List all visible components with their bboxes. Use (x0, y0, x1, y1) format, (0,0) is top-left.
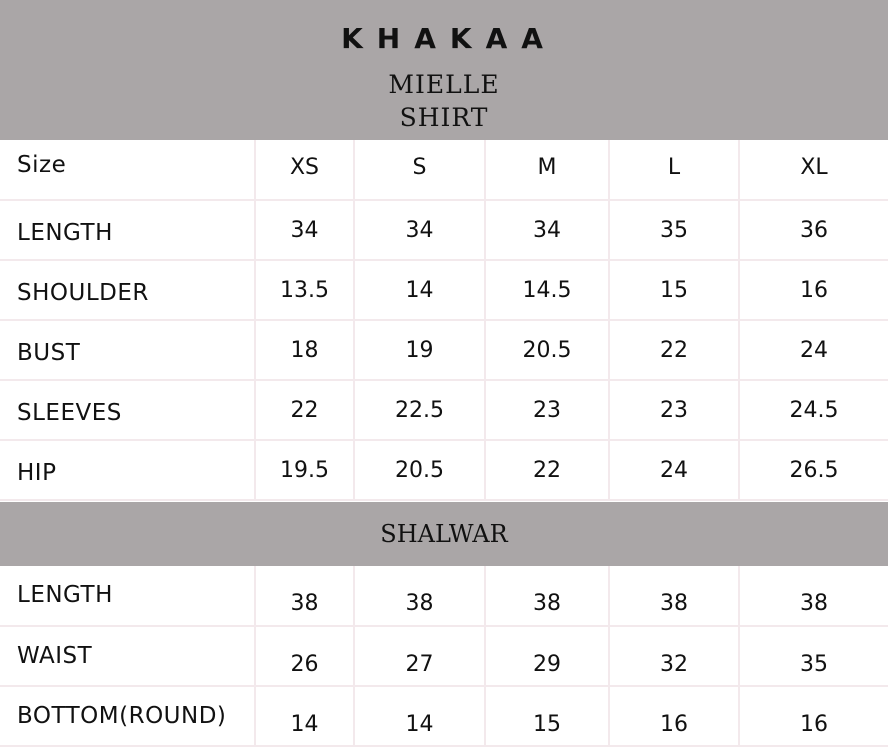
table-cell: 32 (609, 626, 739, 686)
product-name: MIELLE (388, 70, 500, 99)
table-row (0, 686, 888, 746)
table-cell: 22 (255, 380, 354, 440)
table-cell: 14 (354, 686, 485, 746)
table-cell: 24 (609, 440, 739, 500)
size-column-header: Size (0, 140, 255, 200)
table-cell: 19 (354, 320, 485, 380)
table-cell: 15 (485, 686, 609, 746)
table-cell: 38 (485, 566, 609, 626)
size-header-m: M (485, 140, 609, 200)
table-cell: 26.5 (739, 440, 888, 500)
table-cell: 38 (609, 566, 739, 626)
table-cell: 24 (739, 320, 888, 380)
table-row (0, 380, 888, 440)
table-cell: 16 (739, 686, 888, 746)
table-row (0, 566, 888, 626)
table-cell: 38 (255, 566, 354, 626)
table-row (0, 440, 888, 500)
section-title-shirt: SHIRT (399, 103, 489, 132)
table-row (0, 320, 888, 380)
table-cell: 20.5 (485, 320, 609, 380)
shalwar-size-table (0, 566, 888, 747)
shirt-size-table (0, 140, 888, 501)
table-cell: 34 (255, 200, 354, 260)
table-cell: 38 (354, 566, 485, 626)
table-cell: 22.5 (354, 380, 485, 440)
table-cell: 36 (739, 200, 888, 260)
table-cell: 24.5 (739, 380, 888, 440)
size-header-l: L (609, 140, 739, 200)
size-header-xs: XS (255, 140, 354, 200)
table-cell: 22 (609, 320, 739, 380)
table-row (0, 200, 888, 260)
table-row (0, 260, 888, 320)
table-cell: 23 (485, 380, 609, 440)
table-cell: 18 (255, 320, 354, 380)
row-label: HIP (0, 440, 255, 500)
row-label: SLEEVES (0, 380, 255, 440)
table-cell: 34 (485, 200, 609, 260)
row-label: LENGTH (0, 566, 255, 626)
row-label: BUST (0, 320, 255, 380)
table-cell: 35 (609, 200, 739, 260)
table-cell: 16 (609, 686, 739, 746)
size-header-s: S (354, 140, 485, 200)
table-cell: 23 (609, 380, 739, 440)
shalwar-band (0, 502, 888, 566)
table-cell: 26 (255, 626, 354, 686)
table-cell: 13.5 (255, 260, 354, 320)
table-cell: 14.5 (485, 260, 609, 320)
table-cell: 19.5 (255, 440, 354, 500)
row-label: LENGTH (0, 200, 255, 260)
table-cell: 16 (739, 260, 888, 320)
table-cell: 27 (354, 626, 485, 686)
table-cell: 29 (485, 626, 609, 686)
brand-logo: KHAKAA (341, 22, 557, 55)
row-label: WAIST (0, 626, 255, 686)
table-cell: 14 (354, 260, 485, 320)
row-label: SHOULDER (0, 260, 255, 320)
table-cell: 38 (739, 566, 888, 626)
table-cell: 15 (609, 260, 739, 320)
section-title-shalwar: SHALWAR (380, 520, 508, 548)
size-header-xl: XL (739, 140, 888, 200)
table-cell: 22 (485, 440, 609, 500)
table-row (0, 626, 888, 686)
size-header-row (0, 140, 888, 200)
table-cell: 34 (354, 200, 485, 260)
table-cell: 14 (255, 686, 354, 746)
table-cell: 20.5 (354, 440, 485, 500)
table-cell: 35 (739, 626, 888, 686)
header-band (0, 0, 888, 140)
row-label: BOTTOM(ROUND) (0, 686, 255, 746)
